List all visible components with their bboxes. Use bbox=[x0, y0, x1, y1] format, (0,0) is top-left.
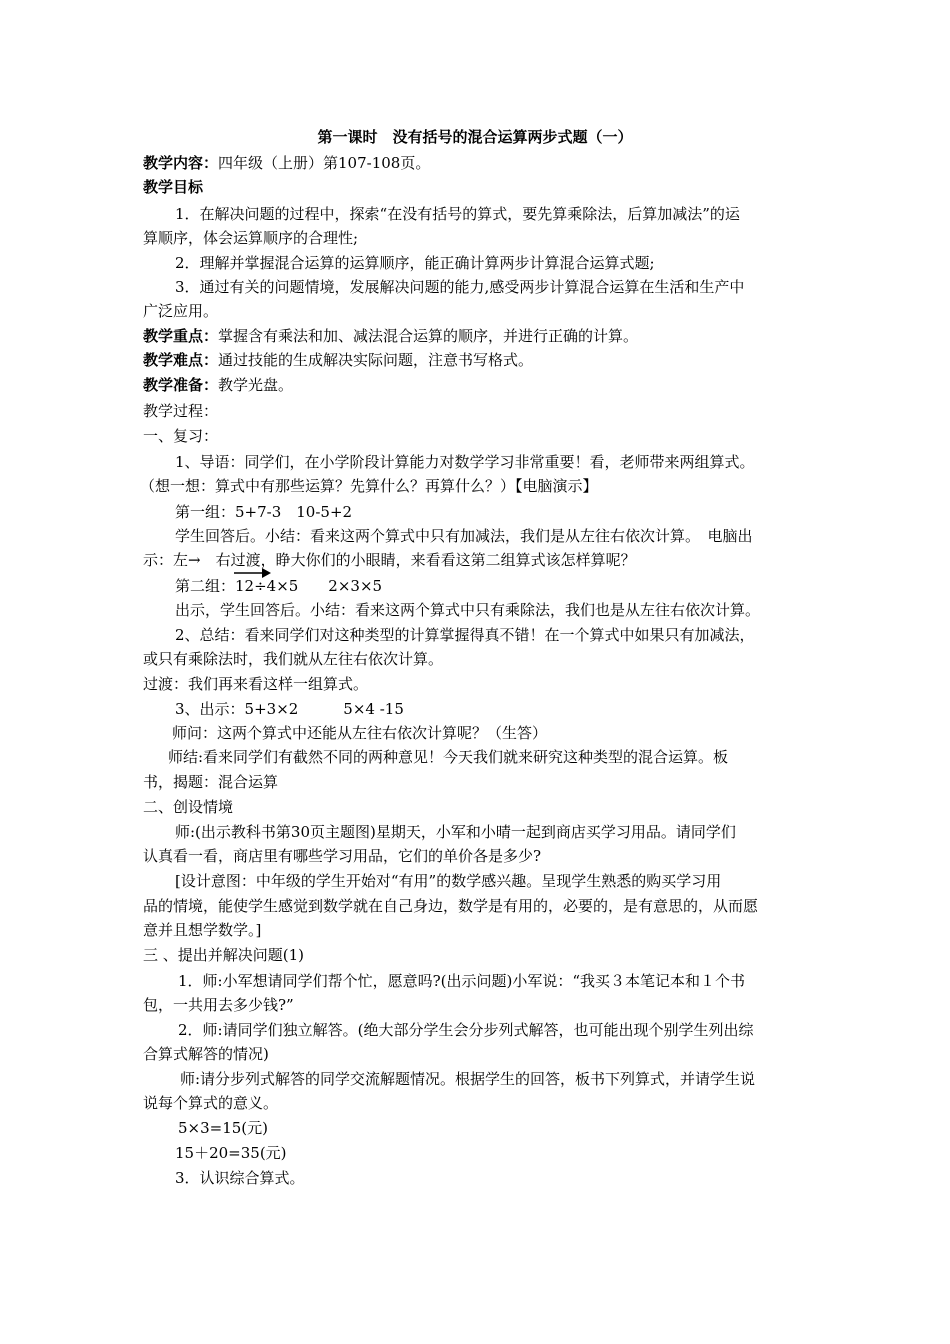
review-teacher-summary-line-2: 书，揭题：混合运算 bbox=[143, 773, 279, 791]
goal-3-line-1: 3．通过有关的问题情境，发展解决问题的能力,感受两步计算混合运算在生活和生产中 bbox=[175, 278, 745, 296]
review-summary-2: 出示，学生回答后。小结：看来这两个算式中只有乘除法，我们也是从左往右依次计算。 bbox=[175, 601, 761, 619]
teaching-key-point bbox=[143, 326, 638, 346]
teaching-content-text: 四年级（上册）第107-108页。 bbox=[218, 154, 431, 172]
teaching-process-heading: 教学过程： bbox=[143, 402, 219, 420]
review-transition: 过渡：我们再来看这样一组算式。 bbox=[143, 675, 369, 693]
goal-3-line-2: 广泛应用。 bbox=[143, 302, 219, 320]
goal-1-line-2: 算顺序，体会运算顺序的合理性; bbox=[143, 229, 359, 247]
lesson-title: 第一课时 没有括号的混合运算两步式题（一） bbox=[317, 128, 633, 146]
teaching-key-point-label: 教学重点： bbox=[143, 327, 219, 345]
review-summary-1-line-1: 学生回答后。小结：看来这两个算式中只有加减法，我们是从左往右依次计算。 电脑出 bbox=[175, 527, 753, 545]
teaching-difficulty bbox=[143, 350, 533, 370]
review-heading: 一、复习： bbox=[143, 427, 219, 445]
design-intent-line-1: [设计意图：中年级的学生开始对“有用”的数学感兴趣。呈现学生熟悉的购买学习用 bbox=[175, 872, 722, 890]
equation-2: 15＋20=35(元) bbox=[175, 1144, 287, 1162]
solve-step-1-line-1: 1．师:小军想请同学们帮个忙，愿意吗?(出示问题)小军说：“我买３本笔记本和１个书 bbox=[178, 972, 746, 990]
design-intent-line-2: 品的情境，能使学生感觉到数学就在自己身边，数学是有用的，必要的，是有意思的，从而愿 bbox=[143, 897, 759, 915]
solve-step-2-line-2: 合算式解答的情况) bbox=[143, 1045, 269, 1063]
teaching-preparation-text: 教学光盘。 bbox=[218, 376, 294, 394]
review-teacher-summary-line-1: 师结:看来同学们有截然不同的两种意见！今天我们就来研究这种类型的混合运算。板 bbox=[168, 748, 729, 766]
review-group-1: 第一组：5+7-3 10-5+2 bbox=[175, 503, 353, 521]
review-intro-line-2: （想一想：算式中有那些运算？先算什么？再算什么？）【电脑演示】 bbox=[140, 477, 598, 495]
equation-1: 5×3=15(元) bbox=[178, 1119, 269, 1137]
teaching-key-point-text: 掌握含有乘法和加、减法混合运算的顺序，并进行正确的计算。 bbox=[218, 327, 639, 345]
scenario-line-2: 认真看一看，商店里有哪些学习用品，它们的单价各是多少? bbox=[143, 847, 542, 865]
solve-teacher-line-2: 说每个算式的意义。 bbox=[143, 1094, 279, 1112]
scenario-line-1: 师:(出示教科书第30页主题图)星期天，小军和小晴一起到商店买学习用品。请同学们 bbox=[175, 823, 736, 841]
goal-1-line-1: 1．在解决问题的过程中，探索“在没有括号的算式，要先算乘除法，后算加减法”的运 bbox=[175, 205, 740, 223]
review-show-expressions: 3、出示：5+3×2 5×4 -15 bbox=[175, 700, 404, 718]
teaching-difficulty-label: 教学难点： bbox=[143, 351, 219, 369]
review-summary-1-line-2: 示：左→ 右过渡，睁大你们的小眼睛，来看看这第二组算式该怎样算呢？ bbox=[143, 551, 636, 569]
teaching-difficulty-text: 通过技能的生成解决实际问题，注意书写格式。 bbox=[218, 351, 534, 369]
review-conclusion-line-2: 或只有乘除法时，我们就从左往右依次计算。 bbox=[143, 650, 444, 668]
teaching-goals-heading: 教学目标 bbox=[143, 178, 204, 196]
goal-2: 2．理解并掌握混合运算的运算顺序，能正确计算两步计算混合运算式题; bbox=[175, 254, 655, 272]
solve-teacher-line-1: 师:请分步列式解答的同学交流解题情况。根据学生的回答，板书下列算式，并请学生说 bbox=[180, 1070, 756, 1088]
review-conclusion-line-1: 2、总结：看来同学们对这种类型的计算掌握得真不错！在一个算式中如果只有加减法， bbox=[175, 626, 755, 644]
teaching-preparation bbox=[143, 375, 293, 395]
teaching-content bbox=[143, 153, 430, 173]
solve-step-3: 3．认识综合算式。 bbox=[175, 1169, 305, 1187]
review-group-2: 第二组：12÷4×5 2×3×5 bbox=[175, 577, 383, 595]
solve-step-2-line-1: 2．师:请同学们独立解答。(绝大部分学生会分步列式解答，也可能出现个别学生列出综 bbox=[178, 1021, 754, 1039]
teaching-preparation-label: 教学准备： bbox=[143, 376, 219, 394]
scenario-heading: 二、创设情境 bbox=[143, 798, 234, 816]
solve-heading: 三 、提出并解决问题(1) bbox=[143, 946, 305, 964]
review-teacher-question: 师问：这两个算式中还能从左往右依次计算呢？（生答） bbox=[172, 724, 548, 742]
teaching-content-label: 教学内容： bbox=[143, 154, 219, 172]
solve-step-1-line-2: 包，一共用去多少钱?” bbox=[143, 996, 294, 1014]
review-intro-line-1: 1、导语：同学们，在小学阶段计算能力对数学学习非常重要！看，老师带来两组算式。 bbox=[175, 453, 755, 471]
design-intent-line-3: 意并且想学数学。] bbox=[143, 921, 262, 939]
